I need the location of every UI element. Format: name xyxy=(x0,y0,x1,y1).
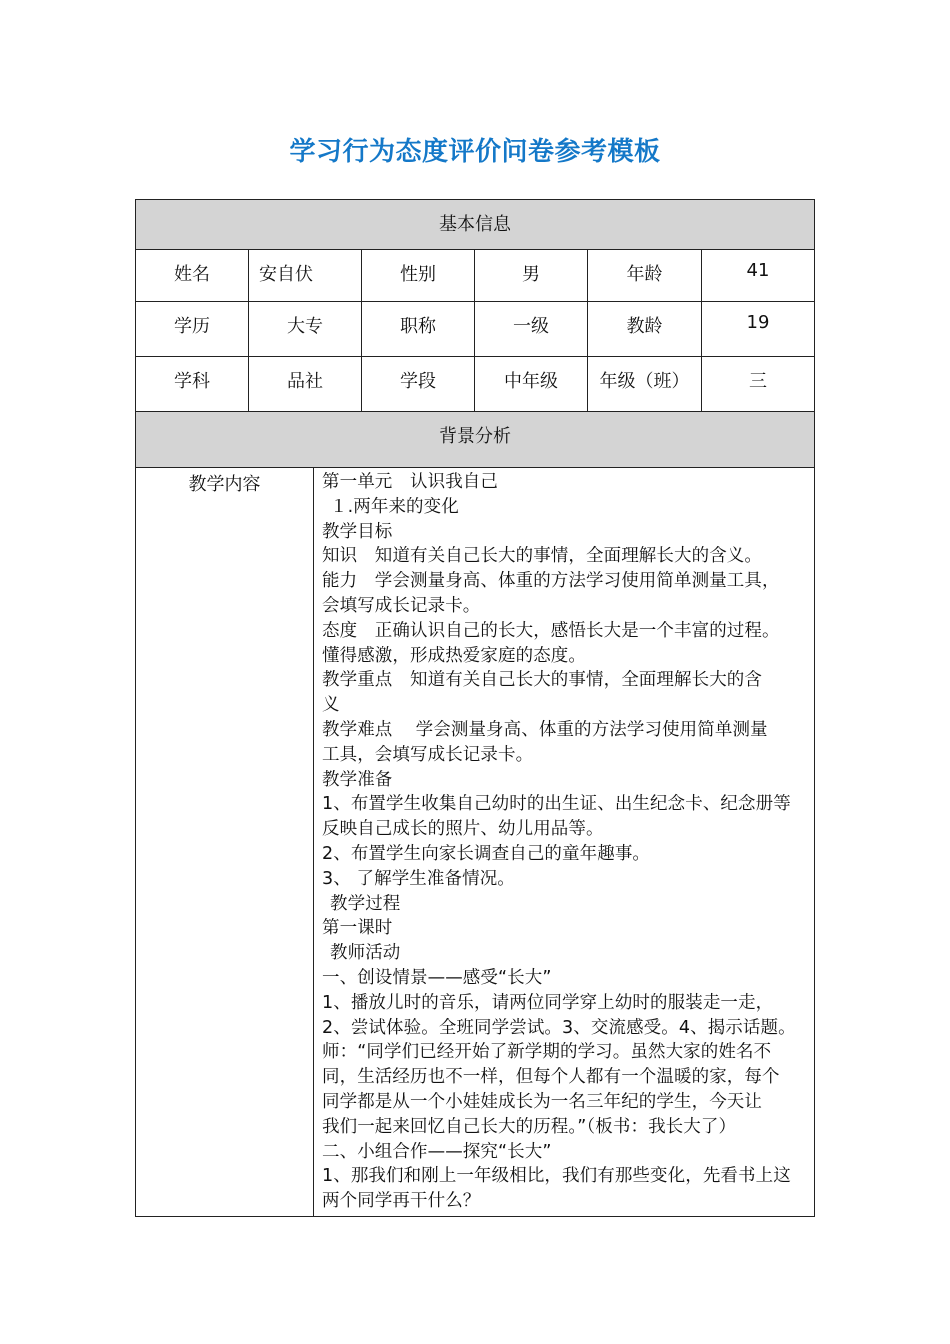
content-line: 2、尝试体验。全班同学尝试。3、交流感受。4、揭示话题。 xyxy=(322,1017,796,1038)
field-label: 性别 xyxy=(400,264,436,285)
content-line: 反映自己成长的照片、幼儿用品等。 xyxy=(322,819,604,840)
content-line: 教师活动 xyxy=(330,943,401,964)
content-line: 同，生活经历也不一样，但每个人都有一个温暖的家，每个 xyxy=(322,1067,780,1088)
content-line: 教学重点 知道有关自己长大的事情，全面理解长大的含 xyxy=(322,670,762,691)
content-line: 3、 了解学生准备情况。 xyxy=(322,868,515,889)
field-value: 安自伏 xyxy=(259,264,313,285)
content-label: 教学内容 xyxy=(188,474,261,495)
content-line: 1、布置学生收集自己幼时的出生证、出生纪念卡、纪念册等 xyxy=(322,794,791,815)
field-label: 年龄 xyxy=(626,264,663,285)
content-line: 1、播放儿时的音乐，请两位同学穿上幼时的服装走一走， xyxy=(322,992,774,1013)
field-label: 教龄 xyxy=(626,316,663,337)
content-line: 教学目标 xyxy=(322,521,393,542)
field-value: 一级 xyxy=(513,316,549,337)
content-line: 教学准备 xyxy=(322,769,393,790)
field-label-cell xyxy=(136,357,249,411)
field-label: 姓名 xyxy=(174,264,210,285)
field-value: 三 xyxy=(749,371,767,392)
field-label-cell xyxy=(136,302,249,356)
field-value-cell xyxy=(702,250,814,301)
field-value: 大专 xyxy=(287,316,323,337)
field-value: 男 xyxy=(522,264,540,285)
content-line: 工具，会填写成长记录卡。 xyxy=(322,744,534,765)
content-line: 同学都是从一个小娃娃成长为一名三年纪的学生，今天让 xyxy=(322,1091,762,1112)
field-value-cell xyxy=(249,250,362,301)
content-text xyxy=(322,470,812,1214)
info-row xyxy=(136,302,814,357)
field-label: 学段 xyxy=(400,371,436,392)
field-label-cell xyxy=(588,302,702,356)
field-value: 41 xyxy=(746,260,770,281)
section-title: 背景分析 xyxy=(439,426,511,447)
field-value-cell xyxy=(475,250,588,301)
info-row xyxy=(136,357,814,412)
content-line: 能力 学会测量身高、体重的方法学习使用简单测量工具， xyxy=(322,571,780,592)
content-line: 义 xyxy=(322,695,340,716)
content-line: 态度 正确认识自己的长大，感悟长大是一个丰富的过程。 xyxy=(322,620,780,641)
field-value-cell xyxy=(702,357,814,411)
field-label: 学历 xyxy=(174,316,210,337)
field-value-cell xyxy=(475,302,588,356)
content-line: 教学难点 学会测量身高、体重的方法学习使用简单测量 xyxy=(322,719,768,740)
field-value: 19 xyxy=(746,312,770,333)
field-label-cell xyxy=(362,250,475,301)
field-label-cell xyxy=(136,250,249,301)
content-line: １.两年来的变化 xyxy=(330,496,459,517)
content-line: 两个同学再干什么？ xyxy=(322,1191,481,1212)
evaluation-table xyxy=(135,199,815,1217)
content-line: 师：“同学们已经开始了新学期的学习。虽然大家的姓名不 xyxy=(322,1042,772,1063)
field-value: 中年级 xyxy=(504,371,558,392)
field-value-cell xyxy=(249,302,362,356)
content-label-cell xyxy=(136,468,314,1216)
section-header-basic-info xyxy=(136,200,814,250)
content-line: 二、小组合作——探究“长大” xyxy=(322,1141,552,1162)
field-label-cell xyxy=(588,357,702,411)
content-line: 一、创设情景——感受“长大” xyxy=(322,967,552,988)
content-line: 第一单元 认识我自己 xyxy=(322,472,498,492)
info-row xyxy=(136,250,814,302)
content-line: 我们一起来回忆自己长大的历程。”（板书：我长大了） xyxy=(322,1116,737,1137)
field-label: 学科 xyxy=(174,371,210,392)
field-label: 年级（班） xyxy=(599,371,690,392)
field-value-cell xyxy=(475,357,588,411)
field-value: 品社 xyxy=(287,371,323,392)
field-label-cell xyxy=(362,302,475,356)
field-value-cell xyxy=(702,302,814,356)
field-label-cell xyxy=(362,357,475,411)
page-title: 学习行为态度评价问卷参考模板 xyxy=(289,137,661,167)
field-value-cell xyxy=(249,357,362,411)
content-line: 教学过程 xyxy=(330,893,401,914)
content-line: 知识 知道有关自己长大的事情，全面理解长大的含义。 xyxy=(322,546,762,567)
content-line: 懂得感激，形成热爱家庭的态度。 xyxy=(322,645,586,666)
content-line: 第一课时 xyxy=(322,918,393,939)
field-label: 职称 xyxy=(400,316,436,337)
field-label-cell xyxy=(588,250,702,301)
content-line: 1、那我们和刚上一年级相比，我们有那些变化，先看书上这 xyxy=(322,1166,791,1187)
teaching-content-row xyxy=(136,468,814,1216)
section-header-background xyxy=(136,412,814,468)
content-line: 2、布置学生向家长调查自己的童年趣事。 xyxy=(322,843,651,864)
section-title: 基本信息 xyxy=(439,214,511,235)
content-line: 会填写成长记录卡。 xyxy=(322,595,481,616)
